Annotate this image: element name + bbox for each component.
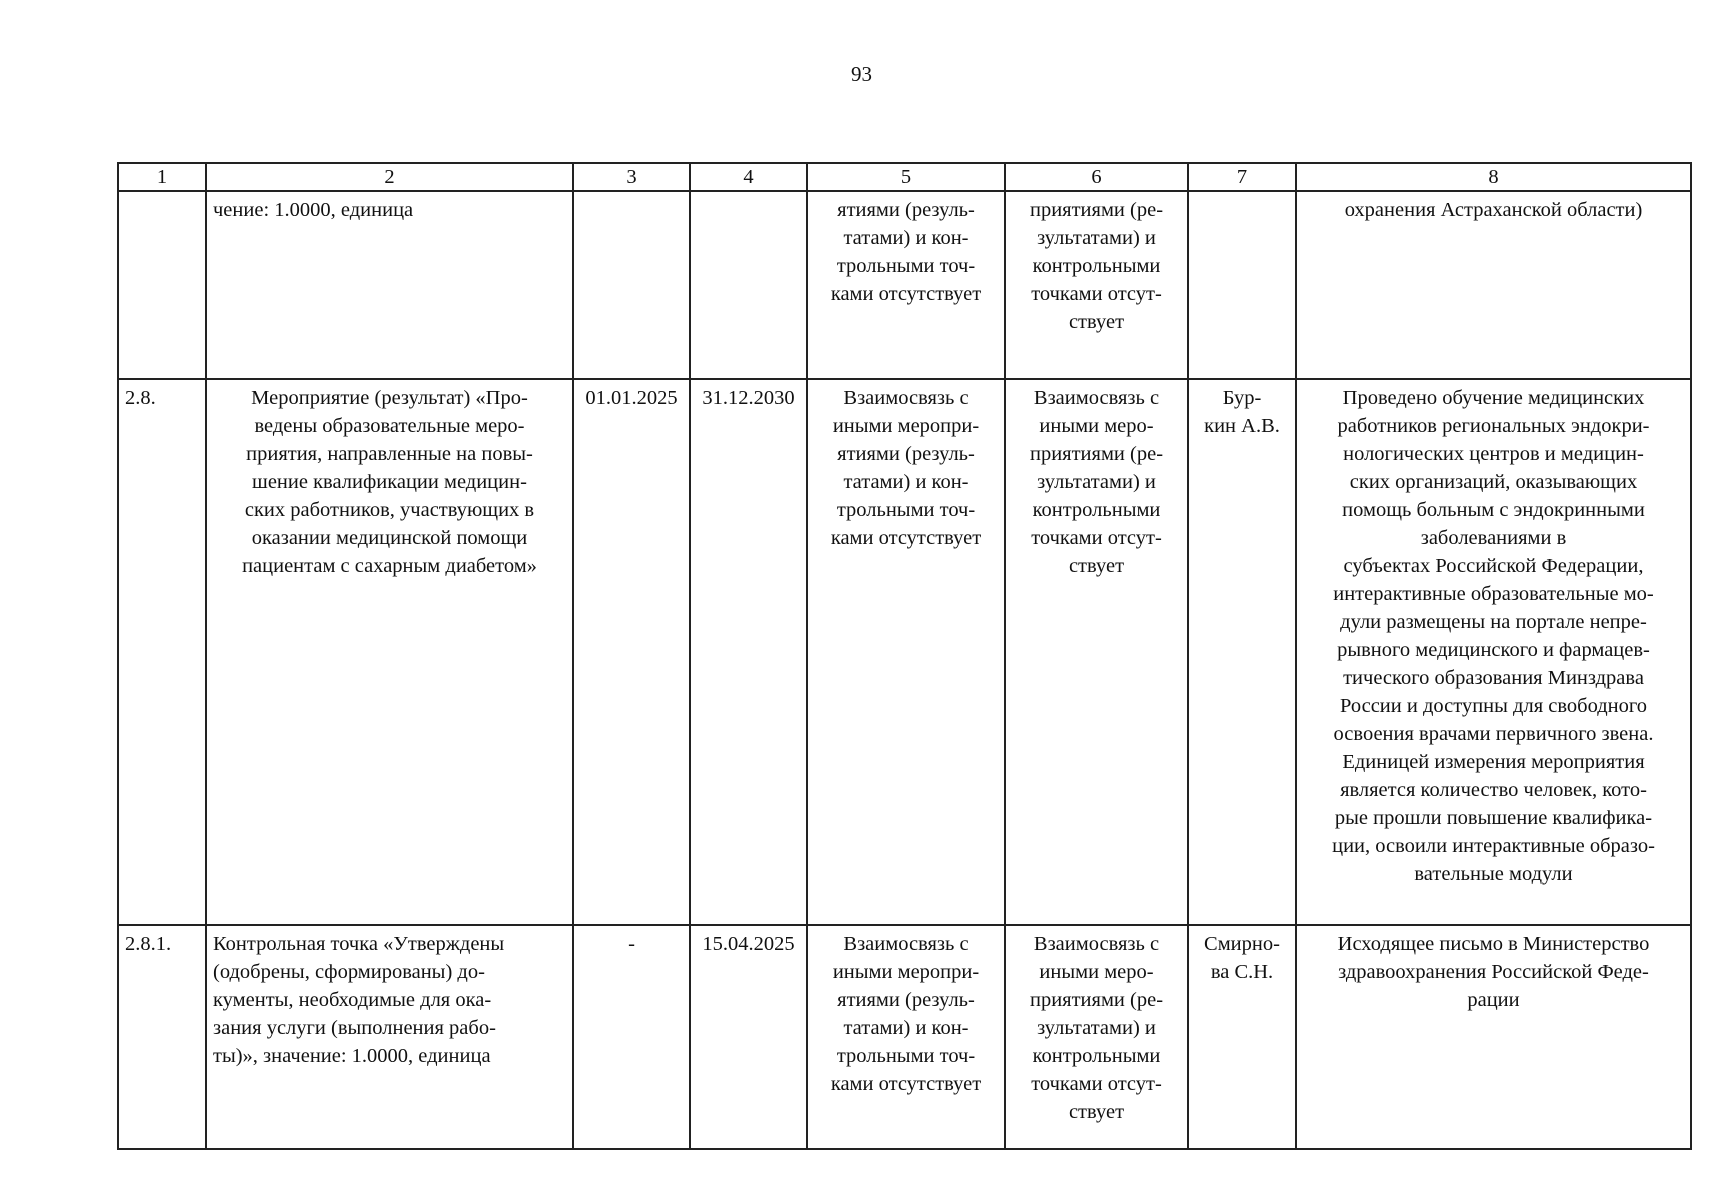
responsible-cell: Смирно- ва С.Н. bbox=[1188, 925, 1296, 1149]
relation-cell: ятиями (резуль- татами) и кон- трольными точ- ками отсутствует bbox=[807, 191, 1005, 379]
start-date-cell bbox=[573, 191, 690, 379]
result-cell: Проведено обучение медицинских работников региональных эндокри- нологических центров и медицин- ских организаций, оказывающих помощь больным с эндокринными заболеваниями в субъектах Российской Федерации, интерактивные образовательные мо- дули размещены на портале непре- рывного медицинского и фармацев- тического образования Минздрава России и доступны для свободного освоения врачами первичного звена. Единицей измерения мероприятия является количество человек, кото- рые прошли повышение квалифика- ции, освоили интерактивные образо- вательные модули bbox=[1296, 379, 1691, 925]
start-date-cell: 01.01.2025 bbox=[573, 379, 690, 925]
description-cell: чение: 1.0000, единица bbox=[206, 191, 573, 379]
end-date-cell bbox=[690, 191, 807, 379]
page-number: 93 bbox=[851, 62, 872, 86]
responsible-cell: Бур- кин А.В. bbox=[1188, 379, 1296, 925]
col-header-7: 7 bbox=[1188, 163, 1296, 191]
description-cell: Мероприятие (результат) «Про- ведены образовательные меро- приятия, направленные на повы- шение квалификации медицин- ских работников, участвующих в оказании медицинской помощи пациентам с сахарным диабетом» bbox=[206, 379, 573, 925]
row-number-cell: 2.8. bbox=[118, 379, 206, 925]
col-header-1: 1 bbox=[118, 163, 206, 191]
relation-cell: Взаимосвязь с иными меропри- ятиями (резуль- татами) и кон- трольными точ- ками отсутствует bbox=[807, 925, 1005, 1149]
result-cell: охранения Астраханской области) bbox=[1296, 191, 1691, 379]
header-row bbox=[118, 163, 1691, 191]
row-number-cell: 2.8.1. bbox=[118, 925, 206, 1149]
col-header-2: 2 bbox=[206, 163, 573, 191]
table-row bbox=[118, 191, 1691, 379]
table-row bbox=[118, 379, 1691, 925]
relation-cell-2: Взаимосвязь с иными меро- приятиями (ре- зультатами) и контрольными точками отсут- ствует bbox=[1005, 925, 1188, 1149]
col-header-8: 8 bbox=[1296, 163, 1691, 191]
col-header-6: 6 bbox=[1005, 163, 1188, 191]
result-cell: Исходящее письмо в Министерство здравоохранения Российской Феде- рации bbox=[1296, 925, 1691, 1149]
col-header-3: 3 bbox=[573, 163, 690, 191]
start-date-cell: - bbox=[573, 925, 690, 1149]
plan-table bbox=[117, 162, 1692, 1150]
col-header-5: 5 bbox=[807, 163, 1005, 191]
relation-cell-2: приятиями (ре- зультатами) и контрольными точками отсут- ствует bbox=[1005, 191, 1188, 379]
relation-cell: Взаимосвязь с иными меропри- ятиями (резуль- татами) и кон- трольными точ- ками отсутствует bbox=[807, 379, 1005, 925]
end-date-cell: 31.12.2030 bbox=[690, 379, 807, 925]
relation-cell-2: Взаимосвязь с иными меро- приятиями (ре- зультатами) и контрольными точками отсут- ствует bbox=[1005, 379, 1188, 925]
row-number-cell bbox=[118, 191, 206, 379]
description-cell: Контрольная точка «Утверждены (одобрены, сформированы) до- кументы, необходимые для ока- зания услуги (выполнения рабо- ты)», значение: 1.0000, единица bbox=[206, 925, 573, 1149]
table-row bbox=[118, 925, 1691, 1149]
responsible-cell bbox=[1188, 191, 1296, 379]
end-date-cell: 15.04.2025 bbox=[690, 925, 807, 1149]
col-header-4: 4 bbox=[690, 163, 807, 191]
